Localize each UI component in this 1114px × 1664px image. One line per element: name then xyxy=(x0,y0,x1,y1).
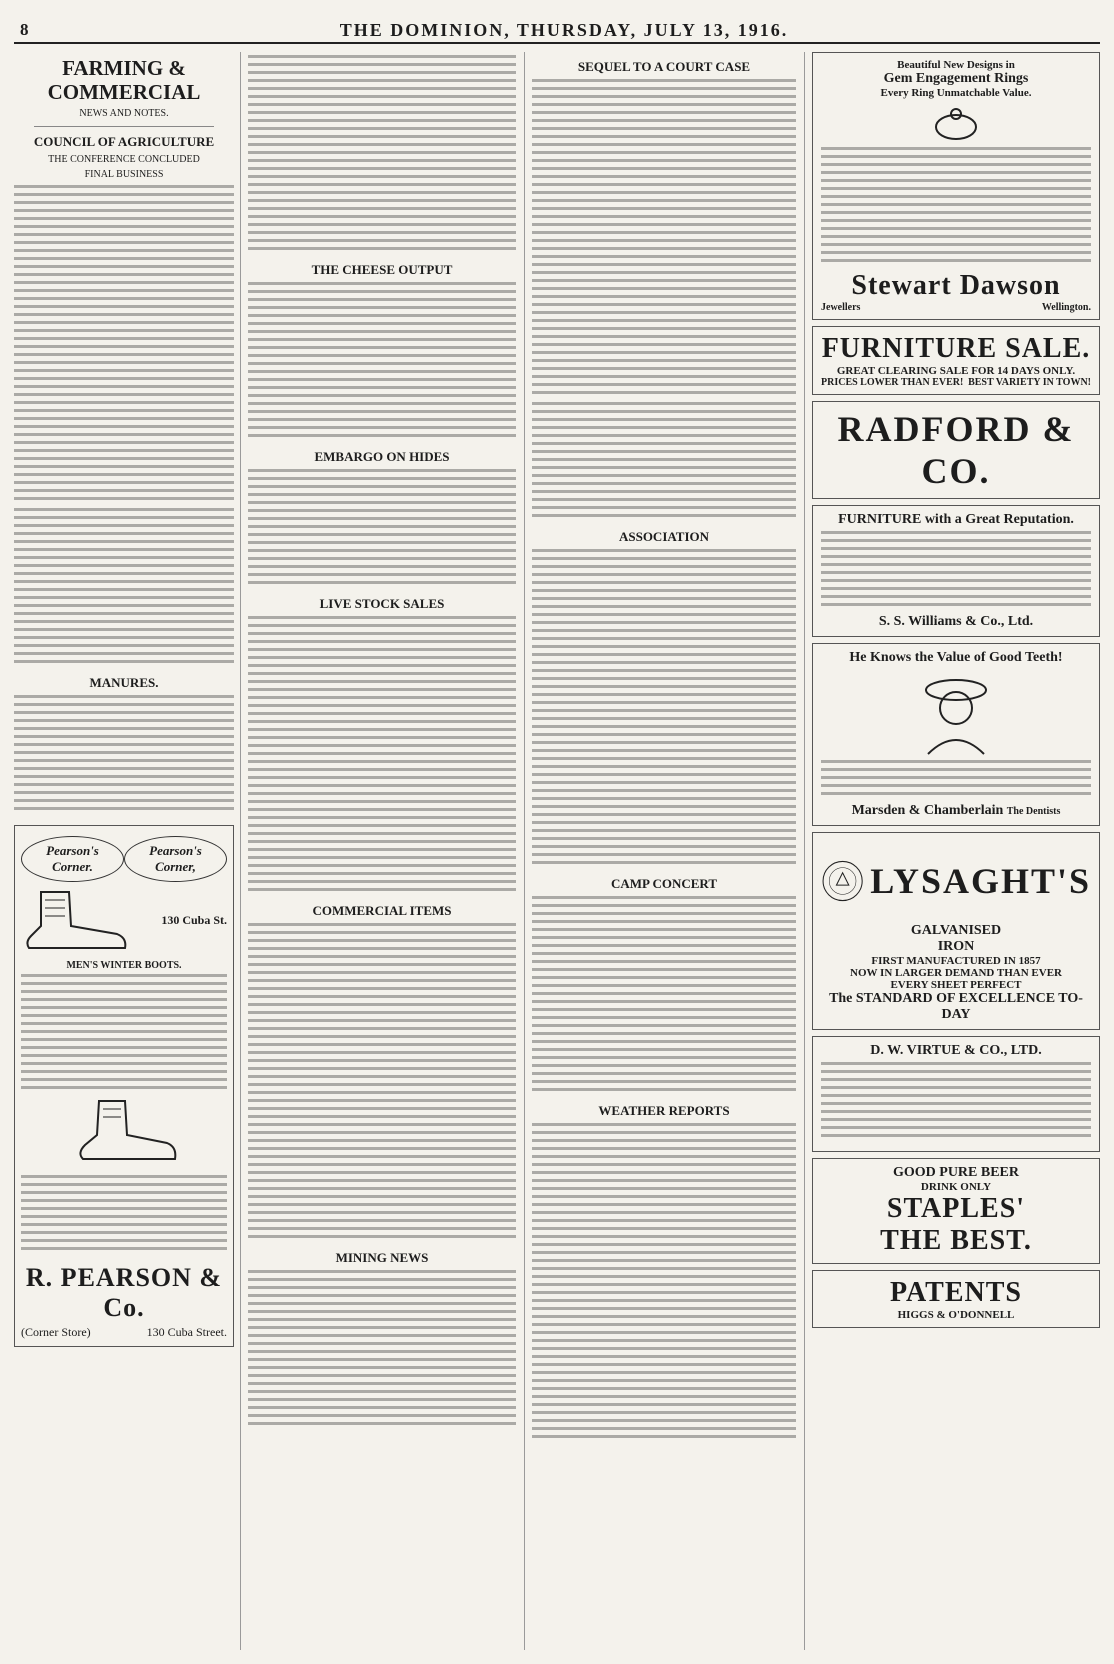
page-number: 8 xyxy=(20,20,29,39)
stewart-line-2: Gem Engagement Rings xyxy=(883,71,1029,86)
patents-name: HIGGS & O'DONNELL xyxy=(897,1309,1015,1321)
williams-title: FURNITURE with a Great Reputation. xyxy=(838,512,1074,527)
furniture-line-1: GREAT CLEARING SALE FOR 14 DAYS ONLY. xyxy=(836,365,1076,377)
ad-text-block xyxy=(821,147,1091,267)
article-text-block xyxy=(14,508,234,668)
column-news xyxy=(532,52,796,1650)
pearson-foot-left: (Corner Store) xyxy=(21,1324,91,1339)
article-text-block xyxy=(248,923,516,1243)
patents-advertisement xyxy=(812,1270,1100,1328)
stewart-name: Stewart Dawson xyxy=(851,270,1061,301)
article-text-block xyxy=(248,1270,516,1430)
section-subtitle: NEWS AND NOTES. xyxy=(79,108,169,120)
beer-line-2: DRINK ONLY xyxy=(920,1181,992,1193)
boot-illustration-icon xyxy=(21,886,131,956)
lysaght-line-5: EVERY SHEET PERFECT xyxy=(890,979,1022,991)
article-text-block xyxy=(248,469,516,589)
subhead-final-business: FINAL BUSINESS xyxy=(84,169,164,181)
paper-title-line: THE DOMINION, THURSDAY, JULY 13, 1916. xyxy=(339,20,789,40)
headline-association: ASSOCIATION xyxy=(618,528,710,544)
ad-text-block xyxy=(821,1062,1091,1142)
headline-court-case: SEQUEL TO A COURT CASE xyxy=(577,59,751,74)
headline-weather-reports: WEATHER REPORTS xyxy=(598,1102,730,1118)
stewart-foot-left: Jewellers xyxy=(821,302,861,313)
dentist-name: Marsden & Chamberlain xyxy=(851,803,1004,818)
radford-name: RADFORD & CO. xyxy=(837,409,1075,491)
article-text-block xyxy=(532,402,796,522)
separator xyxy=(34,126,214,127)
pearson-foot-right: 130 Cuba Street. xyxy=(146,1324,227,1339)
virtue-name: D. W. VIRTUE & CO., LTD. xyxy=(870,1043,1042,1058)
radford-advertisement xyxy=(812,401,1100,499)
boot-price-list xyxy=(21,1175,227,1255)
furniture-sale-advertisement xyxy=(812,326,1100,395)
williams-furniture-advertisement xyxy=(812,505,1100,637)
ad-text-block xyxy=(821,760,1091,800)
patents-title: PATENTS xyxy=(890,1277,1022,1308)
pearson-company-name: R. PEARSON & Co. xyxy=(25,1262,223,1322)
section-title: FARMING & COMMERCIAL xyxy=(47,56,201,105)
boot-ad-caption: MEN'S WINTER BOOTS. xyxy=(66,959,182,971)
article-text-block xyxy=(14,185,234,505)
article-text-block xyxy=(532,896,796,1096)
ad-text-block xyxy=(821,531,1091,611)
column-rule xyxy=(524,52,525,1650)
headline-live-stock: LIVE STOCK SALES xyxy=(319,595,445,611)
dentist-advertisement xyxy=(812,643,1100,826)
headline-manures: MANURES. xyxy=(89,674,159,690)
lysaght-name: LYSAGHT'S xyxy=(870,861,1091,901)
stewart-line-1: Beautiful New Designs in xyxy=(897,59,1015,71)
column-rule xyxy=(804,52,805,1650)
lysaght-line-4: NOW IN LARGER DEMAND THAN EVER xyxy=(850,967,1062,979)
article-text-block xyxy=(248,55,516,255)
pearson-sticker-right: Pearson's Corner, xyxy=(124,836,227,882)
lysaght-line-1: GALVANISED xyxy=(910,923,1002,938)
article-text-block xyxy=(248,282,516,442)
stewart-line-3: Every Ring Unmatchable Value. xyxy=(880,87,1032,99)
boot-price-list xyxy=(21,974,227,1094)
furniture-foot-right: BEST VARIETY IN TOWN! xyxy=(968,377,1091,388)
trade-mark-seal-icon xyxy=(821,839,864,923)
column-commerce xyxy=(248,52,516,1650)
furniture-foot-left: PRICES LOWER THAN EVER! xyxy=(821,377,964,388)
dentist-name-tail: The Dentists xyxy=(1006,806,1061,817)
teeth-title: He Knows the Value of Good Teeth! xyxy=(849,650,1063,665)
column-rule xyxy=(240,52,241,1650)
pearson-sticker-left: Pearson's Corner. xyxy=(21,836,124,882)
beer-name: STAPLES' xyxy=(886,1193,1026,1224)
article-text-block xyxy=(532,79,796,399)
article-text-block xyxy=(248,616,516,896)
headline-council: COUNCIL OF AGRICULTURE xyxy=(33,133,215,149)
ring-icon xyxy=(926,103,986,143)
masthead xyxy=(14,14,1100,44)
ad-text-block xyxy=(14,695,234,815)
lysaght-advertisement xyxy=(812,832,1100,1030)
pearson-boot-advertisement xyxy=(14,825,234,1347)
headline-commercial-items: COMMERCIAL ITEMS xyxy=(312,902,452,918)
stewart-foot-right: Wellington. xyxy=(1041,302,1091,313)
staples-beer-advertisement xyxy=(812,1158,1100,1264)
boot-illustration-icon xyxy=(69,1097,179,1167)
pearson-address-small: 130 Cuba St. xyxy=(161,913,227,928)
article-text-block xyxy=(532,549,796,869)
headline-embargo-hides: EMBARGO ON HIDES xyxy=(314,448,450,464)
beer-line-3: THE BEST. xyxy=(880,1225,1032,1256)
column-advertisements xyxy=(812,52,1100,1650)
furniture-title: FURNITURE SALE. xyxy=(821,333,1091,364)
beer-line-1: GOOD PURE BEER xyxy=(892,1165,1019,1180)
weather-table-block xyxy=(532,1123,796,1443)
lysaght-line-3: FIRST MANUFACTURED IN 1857 xyxy=(871,955,1041,967)
soldier-portrait-icon xyxy=(918,670,994,756)
headline-cheese-output: THE CHEESE OUTPUT xyxy=(311,262,453,277)
column-farming xyxy=(14,52,234,1650)
williams-name: S. S. Williams & Co., Ltd. xyxy=(878,614,1034,629)
headline-mining-news: MINING NEWS xyxy=(335,1249,429,1265)
lysaght-line-6: The STANDARD OF EXCELLENCE TO-DAY xyxy=(829,991,1083,1022)
headline-camp-concert: CAMP CONCERT xyxy=(610,875,718,891)
stewart-dawson-advertisement xyxy=(812,52,1100,320)
lysaght-line-2: IRON xyxy=(937,939,975,954)
subhead-conference: THE CONFERENCE CONCLUDED xyxy=(48,153,200,165)
virtue-advertisement xyxy=(812,1036,1100,1152)
